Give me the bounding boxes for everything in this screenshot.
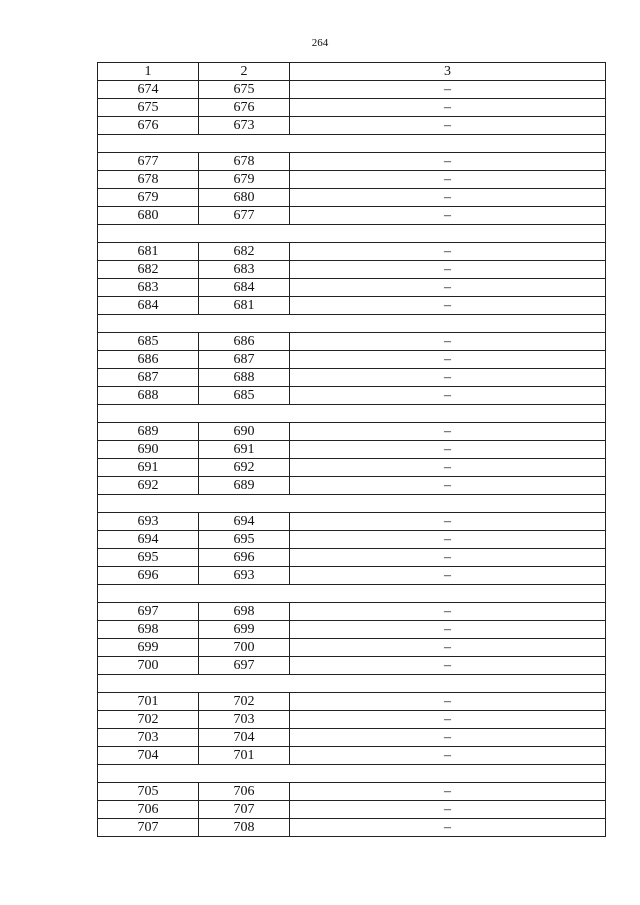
table-cell-col1: 685: [98, 333, 199, 350]
table-row: [98, 189, 605, 207]
table-cell-col2: 686: [199, 333, 290, 350]
table-cell-col2: 706: [199, 783, 290, 800]
group-separator-row: [98, 225, 605, 243]
table-cell-col3: –: [444, 298, 451, 313]
table-cell-col2: 690: [199, 423, 290, 440]
table-cell-col2: 695: [199, 531, 290, 548]
table-row: [98, 819, 605, 837]
table-cell-col3: –: [444, 352, 451, 367]
table-cell-col1: 691: [98, 459, 199, 476]
table-cell-col1: 679: [98, 189, 199, 206]
table-cell-col3: –: [444, 748, 451, 763]
table-cell-col2: 682: [199, 243, 290, 260]
column-header-2: 2: [199, 63, 290, 80]
table-cell-col2: 698: [199, 603, 290, 620]
table-row: [98, 639, 605, 657]
table-cell-col1: 676: [98, 117, 199, 134]
table-row: [98, 567, 605, 585]
group-separator-row: [98, 315, 605, 333]
table-row: [98, 783, 605, 801]
table-cell-col2: 707: [199, 801, 290, 818]
table-cell-col2: 677: [199, 207, 290, 224]
table-header-row: [98, 63, 605, 81]
table-cell-col2: 688: [199, 369, 290, 386]
table-row: [98, 441, 605, 459]
table-cell-col2: 691: [199, 441, 290, 458]
table-row: [98, 117, 605, 135]
table-cell-col3: –: [444, 334, 451, 349]
table-row: [98, 423, 605, 441]
table-cell-col3: –: [444, 100, 451, 115]
data-table: [97, 62, 606, 837]
table-cell-col1: 681: [98, 243, 199, 260]
table-cell-col1: 696: [98, 567, 199, 584]
table-cell-col3: –: [444, 370, 451, 385]
table-cell-col1: 704: [98, 747, 199, 764]
group-separator-row: [98, 405, 605, 423]
table-cell-col1: 699: [98, 639, 199, 656]
table-cell-col1: 693: [98, 513, 199, 530]
table-row: [98, 801, 605, 819]
group-separator-row: [98, 135, 605, 153]
table-row: [98, 549, 605, 567]
table-cell-col3: –: [444, 784, 451, 799]
table-cell-col2: 681: [199, 297, 290, 314]
table-row: [98, 603, 605, 621]
table-row: [98, 297, 605, 315]
table-cell-col2: 701: [199, 747, 290, 764]
table-row: [98, 171, 605, 189]
table-cell-col3: –: [444, 424, 451, 439]
table-cell-col1: 700: [98, 657, 199, 674]
table-cell-col3: –: [444, 820, 451, 835]
table-cell-col2: 683: [199, 261, 290, 278]
table-cell-col3: –: [444, 208, 451, 223]
table-cell-col1: 686: [98, 351, 199, 368]
table-row: [98, 153, 605, 171]
table-row: [98, 243, 605, 261]
table-cell-col3: –: [444, 244, 451, 259]
table-row: [98, 333, 605, 351]
table-cell-col3: –: [444, 712, 451, 727]
table-cell-col3: –: [444, 604, 451, 619]
table-cell-col1: 698: [98, 621, 199, 638]
table-row: [98, 207, 605, 225]
table-cell-col3: –: [444, 802, 451, 817]
table-cell-col3: –: [444, 550, 451, 565]
table-cell-col1: 695: [98, 549, 199, 566]
table-cell-col2: 703: [199, 711, 290, 728]
table-cell-col2: 673: [199, 117, 290, 134]
table-row: [98, 351, 605, 369]
table-cell-col3: –: [444, 154, 451, 169]
table-cell-col2: 708: [199, 819, 290, 836]
table-cell-col1: 680: [98, 207, 199, 224]
table-cell-col2: 678: [199, 153, 290, 170]
table-cell-col1: 687: [98, 369, 199, 386]
table-cell-col1: 675: [98, 99, 199, 116]
group-separator-row: [98, 675, 605, 693]
table-cell-col2: 694: [199, 513, 290, 530]
table-cell-col2: 696: [199, 549, 290, 566]
table-row: [98, 387, 605, 405]
table-cell-col3: –: [444, 280, 451, 295]
table-cell-col2: 700: [199, 639, 290, 656]
table-cell-col1: 682: [98, 261, 199, 278]
table-cell-col2: 679: [199, 171, 290, 188]
column-header-1: 1: [98, 63, 199, 80]
table-row: [98, 369, 605, 387]
table-cell-col2: 684: [199, 279, 290, 296]
table-cell-col1: 697: [98, 603, 199, 620]
table-row: [98, 657, 605, 675]
table-cell-col2: 685: [199, 387, 290, 404]
table-cell-col3: –: [444, 262, 451, 277]
table-cell-col3: –: [444, 514, 451, 529]
table-cell-col2: 702: [199, 693, 290, 710]
table-cell-col1: 684: [98, 297, 199, 314]
table-cell-col1: 674: [98, 81, 199, 98]
table-row: [98, 99, 605, 117]
group-separator-row: [98, 765, 605, 783]
column-header-3: 3: [444, 64, 451, 79]
table-cell-col1: 677: [98, 153, 199, 170]
table-row: [98, 279, 605, 297]
table-cell-col1: 701: [98, 693, 199, 710]
table-cell-col1: 683: [98, 279, 199, 296]
table-cell-col2: 676: [199, 99, 290, 116]
table-row: [98, 261, 605, 279]
table-cell-col1: 690: [98, 441, 199, 458]
table-cell-col3: –: [444, 388, 451, 403]
table-row: [98, 531, 605, 549]
table-row: [98, 621, 605, 639]
table-cell-col3: –: [444, 442, 451, 457]
table-cell-col2: 699: [199, 621, 290, 638]
table-cell-col1: 702: [98, 711, 199, 728]
table-cell-col3: –: [444, 460, 451, 475]
table-cell-col3: –: [444, 478, 451, 493]
table-row: [98, 747, 605, 765]
table-cell-col2: 689: [199, 477, 290, 494]
table-cell-col1: 703: [98, 729, 199, 746]
group-separator-row: [98, 495, 605, 513]
table-cell-col2: 675: [199, 81, 290, 98]
table-cell-col3: –: [444, 190, 451, 205]
table-cell-col2: 680: [199, 189, 290, 206]
table-cell-col2: 692: [199, 459, 290, 476]
table-cell-col1: 688: [98, 387, 199, 404]
page-number: 264: [311, 37, 329, 49]
table-cell-col3: –: [444, 118, 451, 133]
table-cell-col1: 694: [98, 531, 199, 548]
table-row: [98, 81, 605, 99]
table-cell-col3: –: [444, 568, 451, 583]
table-cell-col1: 705: [98, 783, 199, 800]
table-row: [98, 459, 605, 477]
table-cell-col1: 706: [98, 801, 199, 818]
table-cell-col3: –: [444, 658, 451, 673]
table-cell-col1: 689: [98, 423, 199, 440]
table-cell-col1: 707: [98, 819, 199, 836]
table-cell-col2: 697: [199, 657, 290, 674]
table-row: [98, 477, 605, 495]
table-cell-col3: –: [444, 730, 451, 745]
table-cell-col3: –: [444, 82, 451, 97]
table-cell-col1: 678: [98, 171, 199, 188]
table-cell-col3: –: [444, 172, 451, 187]
table-row: [98, 513, 605, 531]
table-row: [98, 729, 605, 747]
table-cell-col3: –: [444, 622, 451, 637]
table-cell-col3: –: [444, 640, 451, 655]
table-cell-col2: 704: [199, 729, 290, 746]
table-cell-col3: –: [444, 532, 451, 547]
group-separator-row: [98, 585, 605, 603]
table-row: [98, 711, 605, 729]
table-cell-col1: 692: [98, 477, 199, 494]
table-cell-col2: 693: [199, 567, 290, 584]
table-row: [98, 693, 605, 711]
table-cell-col3: –: [444, 694, 451, 709]
table-cell-col2: 687: [199, 351, 290, 368]
